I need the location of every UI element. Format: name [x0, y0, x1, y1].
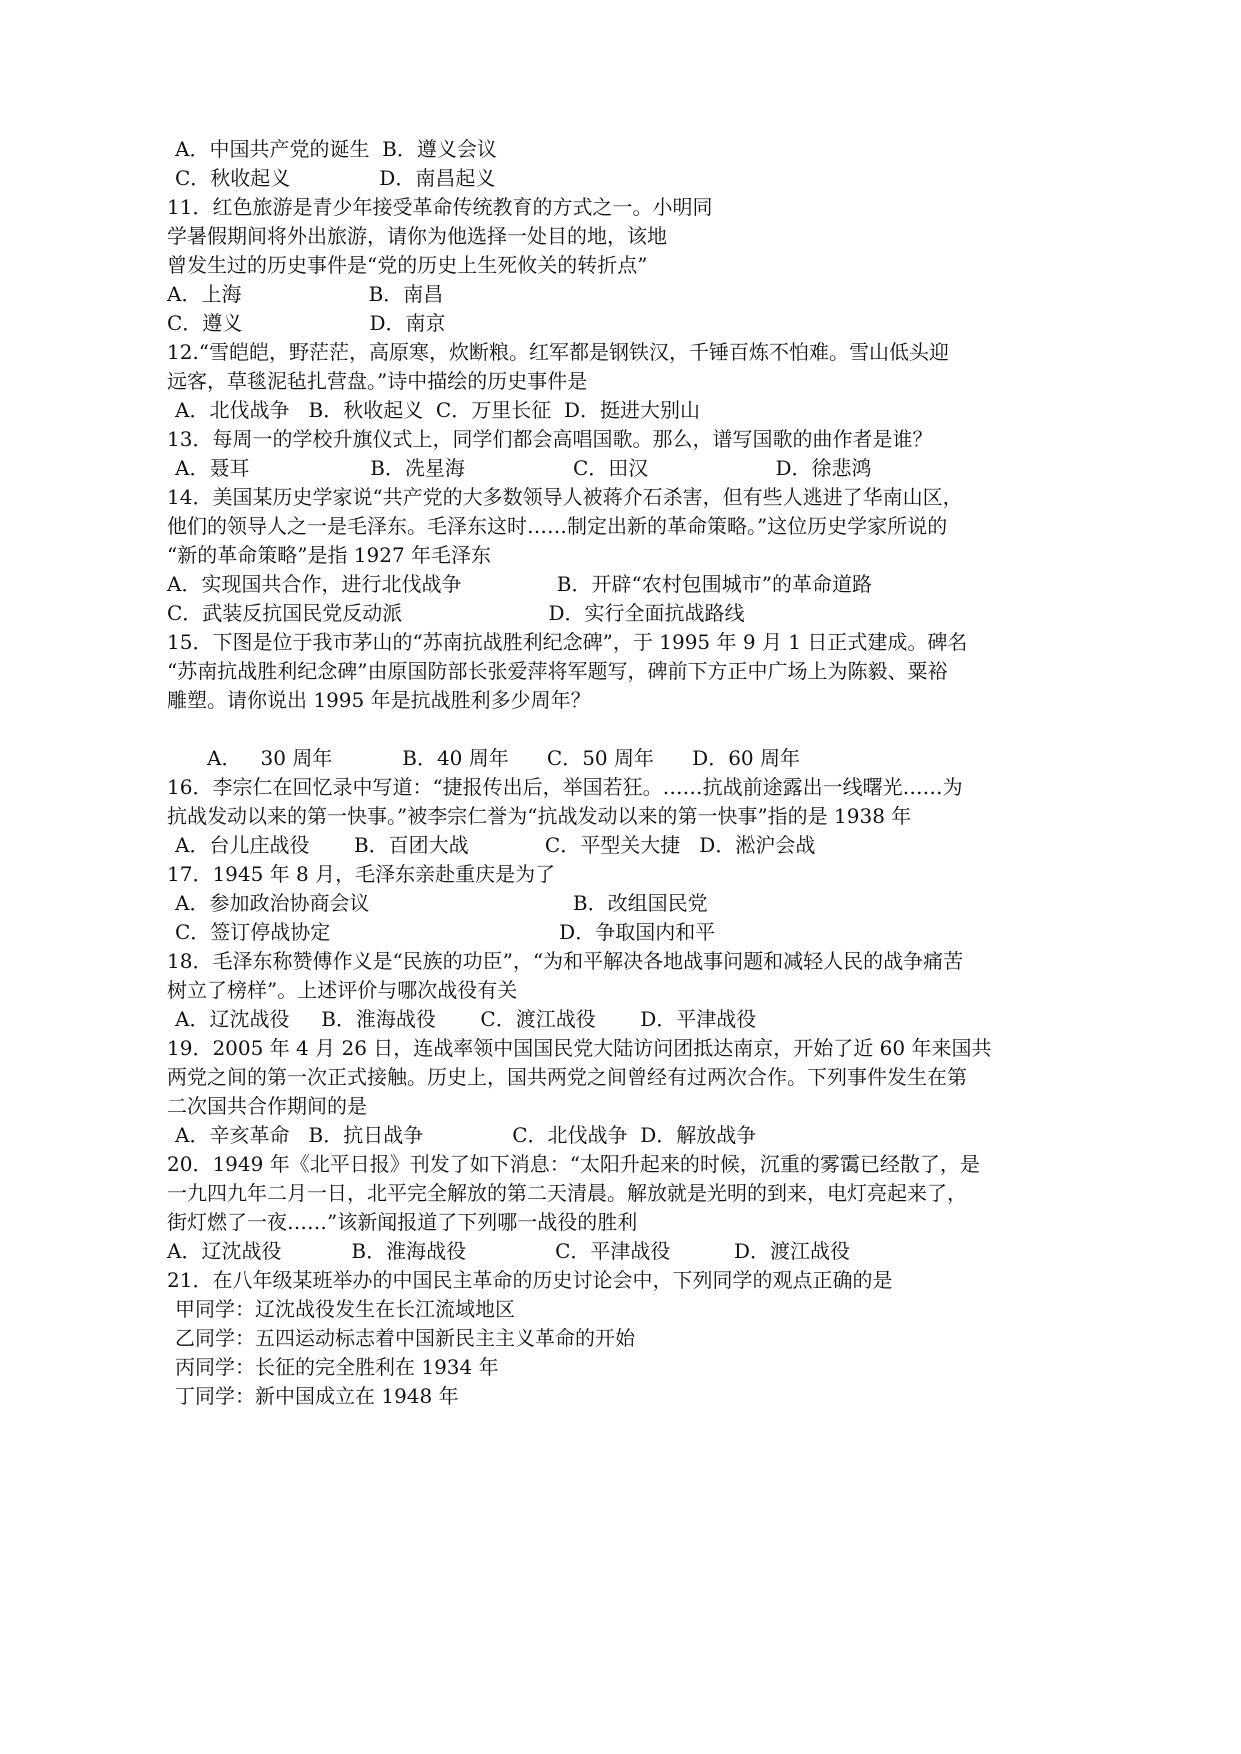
q17-options-row1: A．参加政治协商会议 B．改组国民党 — [175, 891, 708, 915]
q13-stem: 13．每周一的学校升旗仪式上，同学们都会高唱国歌。那么，谱写国歌的曲作者是谁？ — [167, 427, 933, 451]
q18-options: A．辽沈战役 B．淮海战役 C．渡江战役 D．平津战役 — [175, 1007, 757, 1031]
q21-student1: 甲同学：辽沈战役发生在长江流域地区 — [175, 1297, 515, 1321]
q16-stem-line2: 抗战发动以来的第一快事。”被李宗仁誉为“抗战发动以来的第一快事”指的是 1938 年 — [167, 804, 912, 828]
q11-stem-line1: 11．红色旅游是青少年接受革命传统教育的方式之一。小明同 — [167, 195, 713, 219]
q14-stem-line1: 14．美国某历史学家说“共产党的大多数领导人被蒋介石杀害，但有些人逃进了华南山区， — [167, 485, 963, 509]
q18-stem-line2: 树立了榜样”。上述评价与哪次战役有关 — [167, 978, 518, 1002]
q15-options: A． 30 周年 B．40 周年 C．50 周年 D．60 周年 — [207, 746, 800, 770]
q15-stem-line1: 15．下图是位于我市茅山的“苏南抗战胜利纪念碑”，于 1995 年 9 月 1 日正式建成。碑名 — [167, 630, 968, 654]
q14-stem-line2: 他们的领导人之一是毛泽东。毛泽东这时……制定出新的革命策略。”这位历史学家所说的 — [167, 514, 948, 538]
q18-stem-line1: 18．毛泽东称赞傅作义是“民族的功臣”，“为和平解决各地战事问题和减轻人民的战争痛苦 — [167, 949, 964, 973]
q12-options: A．北伐战争 B．秋收起义 C．万里长征 D．挺进大别山 — [175, 398, 700, 422]
q11-stem-line3: 曾发生过的历史事件是“党的历史上生死攸关的转折点” — [167, 253, 648, 277]
q11-options-row1: A．上海 B．南昌 — [167, 282, 444, 306]
q15-stem-line2: “苏南抗战胜利纪念碑”由原国防部长张爱萍将军题写，碑前下方正中广场上为陈毅、粟裕 — [167, 659, 948, 683]
q21-student2: 乙同学：五四运动标志着中国新民主主义革命的开始 — [175, 1326, 635, 1350]
q10-options-row1: A．中国共产党的诞生 B．遵义会议 — [175, 137, 497, 161]
q20-stem-line2: 一九四九年二月一日，北平完全解放的第二天清晨。解放就是光明的到来，电灯亮起来了， — [167, 1181, 967, 1205]
q12-stem-line1: 12.“雪皑皑，野茫茫，高原寒，炊断粮。红军都是钢铁汉，千锤百炼不怕难。雪山低头迎 — [167, 340, 950, 364]
q13-options: A．聂耳 B．冼星海 C．田汉 D．徐悲鸿 — [175, 456, 872, 480]
q21-student4: 丁同学：新中国成立在 1948 年 — [175, 1384, 459, 1408]
q14-options-row1: A．实现国共合作，进行北伐战争 B．开辟“农村包围城市”的革命道路 — [167, 572, 872, 596]
q19-stem-line1: 19．2005 年 4 月 26 日，连战率领中国国民党大陆访问团抵达南京，开始了近 60 年来国共 — [167, 1036, 992, 1060]
q20-stem-line1: 20．1949 年《北平日报》刊发了如下消息：“太阳升起来的时候，沉重的雾霭已经散了，是 — [167, 1152, 980, 1176]
q14-options-row2: C．武装反抗国民党反动派 D．实行全面抗战路线 — [167, 601, 745, 625]
q12-stem-line2: 远客，草毯泥毡扎营盘。”诗中描绘的历史事件是 — [167, 369, 588, 393]
q21-stem: 21．在八年级某班举办的中国民主革命的历史讨论会中，下列同学的观点正确的是 — [167, 1268, 893, 1292]
q11-stem-line2: 学暑假期间将外出旅游，请你为他选择一处目的地，该地 — [167, 224, 667, 248]
q21-student3: 丙同学：长征的完全胜利在 1934 年 — [175, 1355, 499, 1379]
q20-stem-line3: 街灯燃了一夜……”该新闻报道了下列哪一战役的胜利 — [167, 1210, 638, 1234]
q17-stem: 17．1945 年 8 月，毛泽东亲赴重庆是为了 — [167, 862, 556, 886]
q19-options: A．辛亥革命 B．抗日战争 C．北伐战争 D．解放战争 — [175, 1123, 757, 1147]
q19-stem-line2: 两党之间的第一次正式接触。历史上，国共两党之间曾经有过两次合作。下列事件发生在第 — [167, 1065, 967, 1089]
q15-stem-line3: 雕塑。请你说出 1995 年是抗战胜利多少周年？ — [167, 688, 591, 712]
q16-options: A．台儿庄战役 B．百团大战 C．平型关大捷 D．淞沪会战 — [175, 833, 816, 857]
q16-stem-line1: 16．李宗仁在回忆录中写道：“捷报传出后，举国若狂。……抗战前途露出一线曙光……为 — [167, 775, 963, 799]
q14-stem-line3: “新的革命策略”是指 1927 年毛泽东 — [167, 543, 492, 567]
q20-options: A．辽沈战役 B．淮海战役 C．平津战役 D．渡江战役 — [167, 1239, 850, 1263]
q19-stem-line3: 二次国共合作期间的是 — [167, 1094, 367, 1118]
q10-options-row2: C．秋收起义 D．南昌起义 — [175, 166, 496, 190]
q17-options-row2: C．签订停战协定 D．争取国内和平 — [175, 920, 716, 944]
q11-options-row2: C．遵义 D．南京 — [167, 311, 446, 335]
